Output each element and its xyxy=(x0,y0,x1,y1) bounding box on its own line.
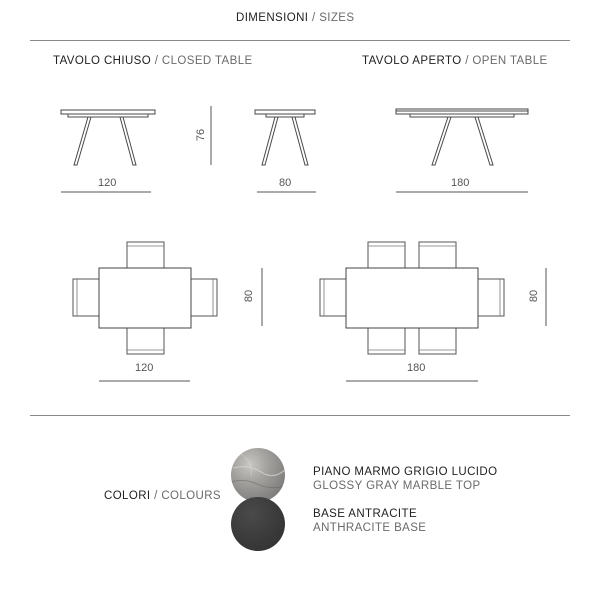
marble-top-name-italian: PIANO MARMO GRIGIO LUCIDO xyxy=(313,466,498,478)
closed-table-side-view xyxy=(255,110,315,165)
open-table-top xyxy=(346,268,478,328)
anthracite-base-name xyxy=(313,508,426,534)
open-table-front-view xyxy=(396,109,528,165)
chair-top-left xyxy=(368,242,405,268)
chair-left xyxy=(320,279,346,316)
chair-bottom-left xyxy=(368,328,405,354)
marble-veins xyxy=(231,448,285,502)
anthracite-base-swatch xyxy=(231,497,285,551)
title-italian: DIMENSIONI xyxy=(236,12,309,24)
chair-right xyxy=(191,279,217,316)
anthracite-base-name-italian: BASE ANTRACITE xyxy=(313,508,418,520)
title-separator: / xyxy=(311,12,316,24)
closed-front-width-label: 120 xyxy=(98,177,117,189)
chair-top xyxy=(127,242,164,268)
marble-top-name-english: GLOSSY GRAY MARBLE TOP xyxy=(313,480,481,492)
chair-right xyxy=(478,279,504,316)
open-front-width-label: 180 xyxy=(451,177,470,189)
marble-top-name xyxy=(313,466,497,492)
chair-bottom xyxy=(127,328,164,354)
closed-table-top xyxy=(99,268,191,328)
section-divider xyxy=(30,415,570,416)
anthracite-base-name-english: ANTHRACITE BASE xyxy=(313,522,427,534)
plan-open-depth-label: 80 xyxy=(528,289,541,303)
chair-left xyxy=(73,279,99,316)
closed-table-front-view xyxy=(61,110,155,165)
colours-label: COLORI / COLOURS xyxy=(104,490,221,502)
closed-table-label: TAVOLO CHIUSO / CLOSED TABLE xyxy=(53,55,253,67)
height-label: 76 xyxy=(195,128,208,142)
marble-top-swatch xyxy=(231,448,285,502)
plan-open-width-label: 180 xyxy=(407,362,426,374)
chair-bottom-right xyxy=(419,328,456,354)
closed-side-width-label: 80 xyxy=(279,177,292,189)
chair-top-right xyxy=(419,242,456,268)
open-table-label: TAVOLO APERTO / OPEN TABLE xyxy=(362,55,548,67)
title-english: SIZES xyxy=(319,12,355,24)
open-table-plan-view xyxy=(320,242,504,354)
plan-closed-width-label: 120 xyxy=(135,362,154,374)
closed-table-plan-view xyxy=(73,242,217,354)
plan-closed-depth-label: 80 xyxy=(243,289,256,303)
